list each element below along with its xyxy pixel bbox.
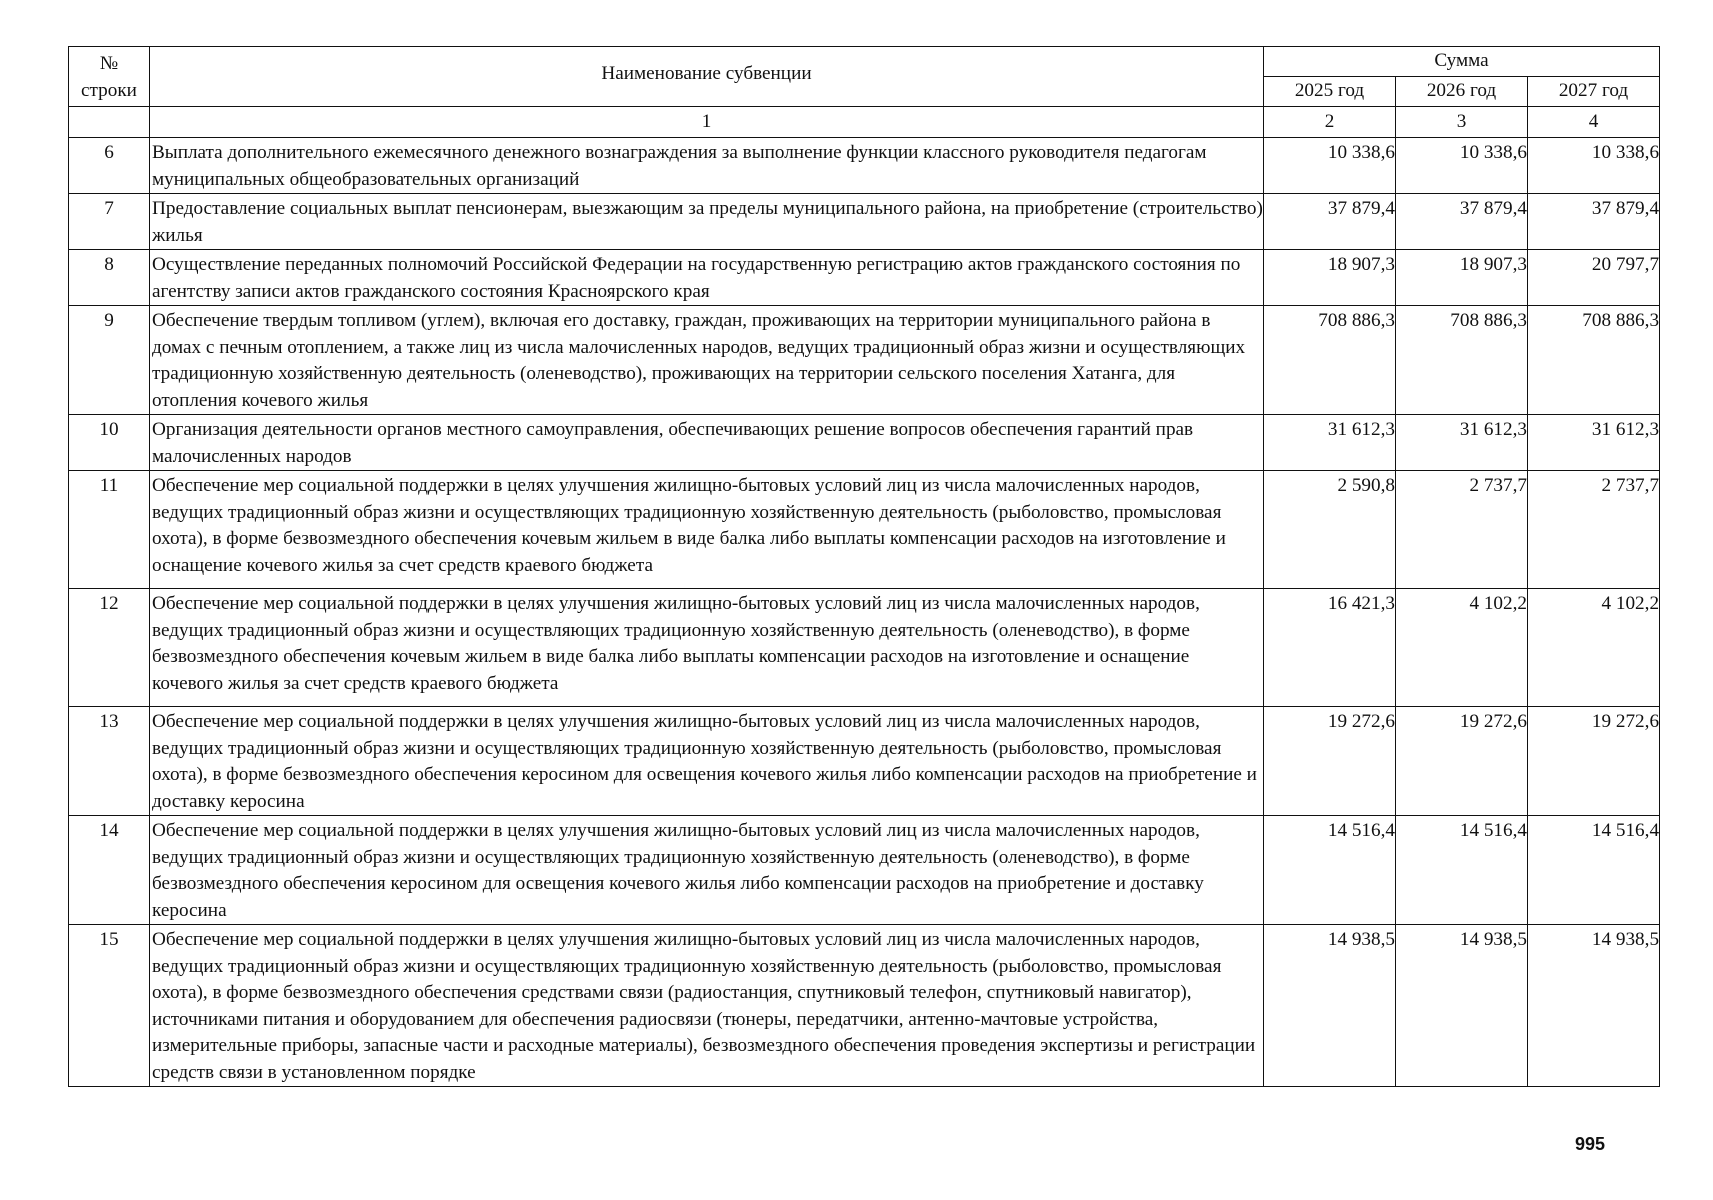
value-2027: 708 886,3 — [1528, 306, 1660, 415]
subvention-name: Выплата дополнительного ежемесячного денежного вознаграждения за выполнение функции классного руководителя педагогам муниципальных общеобразовательных организаций — [150, 138, 1264, 194]
value-2027: 14 516,4 — [1528, 816, 1660, 925]
row-number: 7 — [69, 194, 150, 250]
value-2027: 10 338,6 — [1528, 138, 1660, 194]
column-index-1: 1 — [150, 107, 1264, 138]
column-index-3: 3 — [1396, 107, 1528, 138]
value-2025: 37 879,4 — [1264, 194, 1396, 250]
value-2027: 2 737,7 — [1528, 471, 1660, 589]
row-number: 9 — [69, 306, 150, 415]
subvention-name: Обеспечение мер социальной поддержки в целях улучшения жилищно-бытовых условий лиц из числа малочисленных народов, ведущих традиционный образ жизни и осуществляющих традиционную хозяйственную деятельность (оленеводство), в форме безвозмездного обеспечения кочевым жильем в виде балка либо выплаты компенсации расходов на изготовление и оснащение кочевого жилья за счет средств краевого бюджета — [150, 589, 1264, 707]
value-2026: 10 338,6 — [1396, 138, 1528, 194]
subvention-name: Обеспечение мер социальной поддержки в целях улучшения жилищно-бытовых условий лиц из числа малочисленных народов, ведущих традиционный образ жизни и осуществляющих традиционную хозяйственную деятельность (оленеводство), в форме безвозмездного обеспечения керосином для освещения кочевого жилья либо компенсации расходов на приобретение и доставку керосина — [150, 816, 1264, 925]
year-2027-header: 2027 год — [1528, 77, 1660, 107]
name-header: Наименование субвенции — [150, 47, 1264, 107]
table-row — [69, 415, 1660, 471]
table-row — [69, 306, 1660, 415]
table-row — [69, 816, 1660, 925]
subvention-name: Обеспечение мер социальной поддержки в целях улучшения жилищно-бытовых условий лиц из числа малочисленных народов, ведущих традиционный образ жизни и осуществляющих традиционную хозяйственную деятельность (рыболовство, промысловая охота), в форме безвозмездного обеспечения средствами связи (радиостанция, спутниковый телефон, спутниковый навигатор), источниками питания и оборудованием для обеспечения радиосвязи (тюнеры, передатчики, антенно-мачтовые устройства, измерительные приборы, запасные части и расходные материалы), безвозмездного обеспечения проведения экспертизы и регистрации средств связи в установленном порядке — [150, 925, 1264, 1087]
value-2026: 31 612,3 — [1396, 415, 1528, 471]
value-2026: 37 879,4 — [1396, 194, 1528, 250]
value-2025: 19 272,6 — [1264, 707, 1396, 816]
table-row — [69, 250, 1660, 306]
row-number-header-symbol: № — [99, 52, 119, 74]
value-2027: 4 102,2 — [1528, 589, 1660, 707]
table-row — [69, 138, 1660, 194]
table-row — [69, 194, 1660, 250]
sum-header: Сумма — [1264, 47, 1660, 77]
table-row — [69, 589, 1660, 707]
value-2027: 14 938,5 — [1528, 925, 1660, 1087]
column-index-0 — [69, 107, 150, 138]
value-2026: 708 886,3 — [1396, 306, 1528, 415]
value-2025: 14 938,5 — [1264, 925, 1396, 1087]
value-2027: 31 612,3 — [1528, 415, 1660, 471]
row-number: 15 — [69, 925, 150, 1087]
page-number: 995 — [1575, 1134, 1606, 1154]
row-number: 6 — [69, 138, 150, 194]
row-number: 12 — [69, 589, 150, 707]
row-number: 13 — [69, 707, 150, 816]
value-2025: 2 590,8 — [1264, 471, 1396, 589]
value-2025: 16 421,3 — [1264, 589, 1396, 707]
table-row — [69, 925, 1660, 1087]
table-row — [69, 707, 1660, 816]
value-2027: 19 272,6 — [1528, 707, 1660, 816]
value-2025: 31 612,3 — [1264, 415, 1396, 471]
value-2025: 10 338,6 — [1264, 138, 1396, 194]
subvention-name: Обеспечение твердым топливом (углем), включая его доставку, граждан, проживающих на территории муниципального района в домах с печным отоплением, а также лиц из числа малочисленных народов, ведущих традиционный образ жизни и осуществляющих традиционную хозяйственную деятельность (оленеводство), проживающих на территории сельского поселения Хатанга, для отопления кочевого жилья — [150, 306, 1264, 415]
subvention-name: Осуществление переданных полномочий Российской Федерации на государственную регистрацию актов гражданского состояния по агентству записи актов гражданского состояния Красноярского края — [150, 250, 1264, 306]
value-2025: 708 886,3 — [1264, 306, 1396, 415]
value-2026: 4 102,2 — [1396, 589, 1528, 707]
value-2025: 14 516,4 — [1264, 816, 1396, 925]
table-body — [69, 138, 1660, 1087]
row-number: 8 — [69, 250, 150, 306]
value-2027: 20 797,7 — [1528, 250, 1660, 306]
value-2026: 18 907,3 — [1396, 250, 1528, 306]
column-index-2: 2 — [1264, 107, 1396, 138]
column-index-4: 4 — [1528, 107, 1660, 138]
table-header — [69, 47, 1660, 138]
value-2026: 14 938,5 — [1396, 925, 1528, 1087]
year-2026-header: 2026 год — [1396, 77, 1528, 107]
value-2026: 19 272,6 — [1396, 707, 1528, 816]
subvention-name: Обеспечение мер социальной поддержки в целях улучшения жилищно-бытовых условий лиц из числа малочисленных народов, ведущих традиционный образ жизни и осуществляющих традиционную хозяйственную деятельность (рыболовство, промысловая охота), в форме безвозмездного обеспечения керосином для освещения кочевого жилья либо компенсации расходов на приобретение и доставку керосина — [150, 707, 1264, 816]
subvention-name: Предоставление социальных выплат пенсионерам, выезжающим за пределы муниципального района, на приобретение (строительство) жилья — [150, 194, 1264, 250]
row-number: 14 — [69, 816, 150, 925]
value-2025: 18 907,3 — [1264, 250, 1396, 306]
row-number-header — [69, 47, 150, 107]
value-2026: 2 737,7 — [1396, 471, 1528, 589]
subvention-name: Организация деятельности органов местного самоуправления, обеспечивающих решение вопросов обеспечения гарантий прав малочисленных народов — [150, 415, 1264, 471]
table-row — [69, 471, 1660, 589]
value-2027: 37 879,4 — [1528, 194, 1660, 250]
row-number-header-word: строки — [81, 79, 137, 101]
row-number: 10 — [69, 415, 150, 471]
row-number: 11 — [69, 471, 150, 589]
year-2025-header: 2025 год — [1264, 77, 1396, 107]
column-index-row — [69, 107, 1660, 138]
subvention-table — [68, 46, 1660, 1087]
subvention-name: Обеспечение мер социальной поддержки в целях улучшения жилищно-бытовых условий лиц из числа малочисленных народов, ведущих традиционный образ жизни и осуществляющих традиционную хозяйственную деятельность (рыболовство, промысловая охота), в форме безвозмездного обеспечения кочевым жильем в виде балка либо выплаты компенсации расходов на изготовление и оснащение кочевого жилья за счет средств краевого бюджета — [150, 471, 1264, 589]
value-2026: 14 516,4 — [1396, 816, 1528, 925]
